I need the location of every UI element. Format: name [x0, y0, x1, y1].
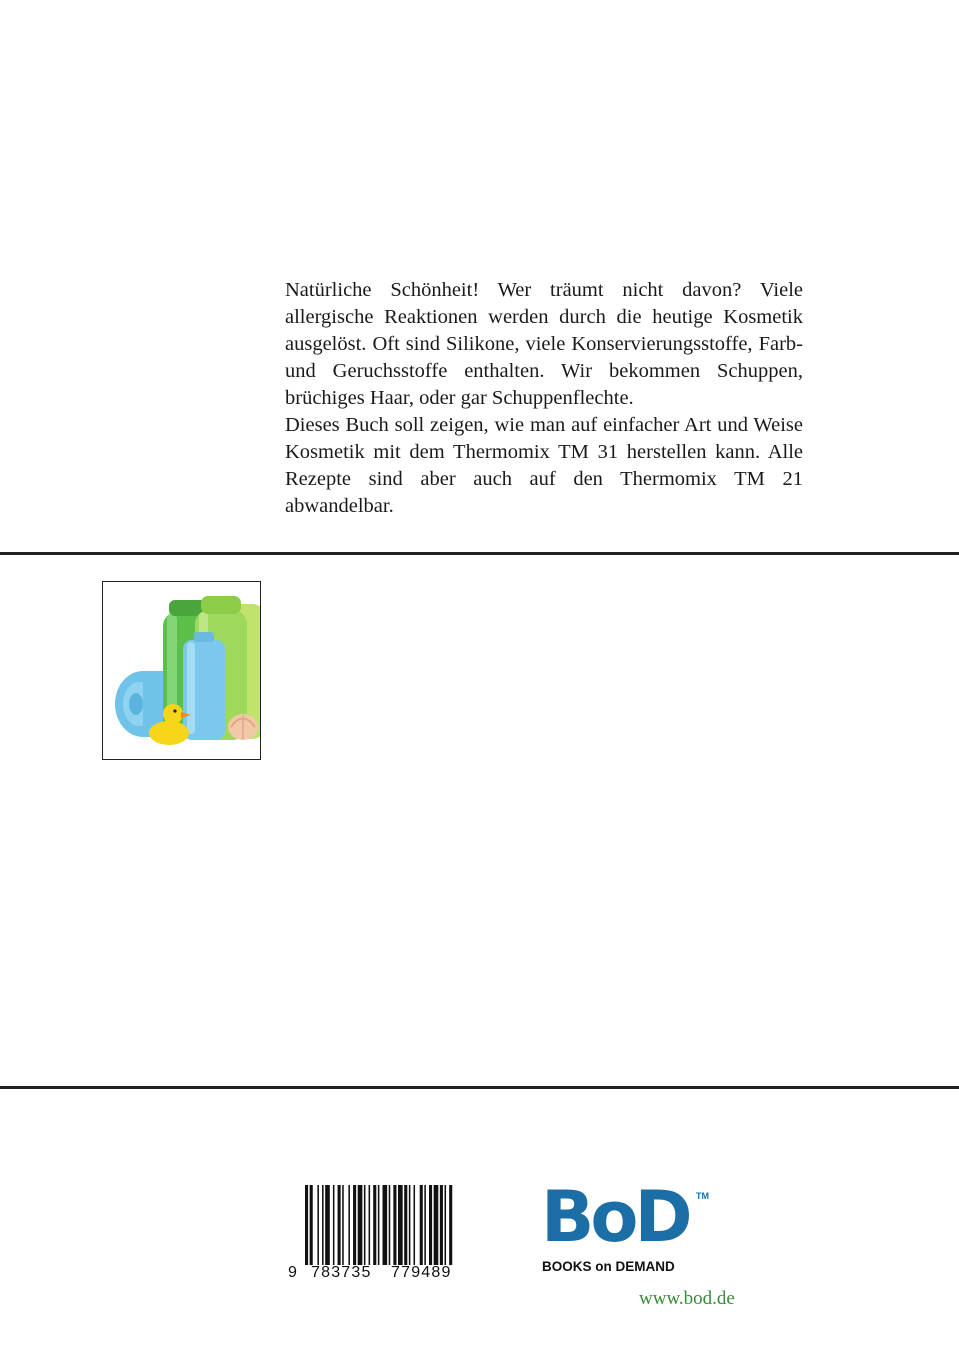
- cosmetics-photo: [102, 581, 261, 760]
- barcode-bar: [440, 1185, 443, 1265]
- barcode-bar: [378, 1185, 380, 1265]
- bod-logo-mark: BoD: [541, 1176, 689, 1258]
- barcode-bar: [449, 1185, 452, 1265]
- barcode-first-digit: 9: [288, 1264, 299, 1281]
- barcode-bars: [305, 1185, 490, 1265]
- barcode-bar: [317, 1185, 319, 1265]
- barcode-bar: [389, 1185, 391, 1265]
- barcode-bar: [383, 1185, 388, 1265]
- barcode-bar: [420, 1185, 423, 1265]
- barcode-bar: [348, 1185, 350, 1265]
- barcode-bar: [305, 1185, 308, 1265]
- trademark-symbol: TM: [696, 1191, 709, 1201]
- back-cover-blurb: [285, 277, 803, 520]
- barcode-bar: [373, 1185, 376, 1265]
- publisher-tagline: BOOKS on DEMAND: [542, 1259, 675, 1274]
- barcode-left-group: 783735: [311, 1264, 372, 1281]
- barcode-bar: [364, 1185, 366, 1265]
- barcode-bar: [429, 1185, 432, 1265]
- barcode-bar: [342, 1185, 344, 1265]
- divider-top: [0, 552, 959, 555]
- isbn-barcode: [285, 1185, 490, 1285]
- barcode-bar: [353, 1185, 356, 1265]
- barcode-bar: [338, 1185, 341, 1265]
- blurb-paragraph-2: Dieses Buch soll zeigen, wie man auf einfacher Art und Weise Kosmetik mit dem Thermomix TM 31 herstellen kann. Alle Rezepte sind aber auch auf den Thermomix TM 21 abwandelbar.: [285, 414, 803, 517]
- divider-bottom: [0, 1086, 959, 1089]
- publisher-url: www.bod.de: [639, 1288, 735, 1309]
- blurb-paragraph-1: Natürliche Schönheit! Wer träumt nicht davon? Viele allergische Reaktionen werden durch die heutige Kosmetik ausgelöst. Oft sind Silikone, viele Konservierungsstoffe, Farb- und Geruchsstoffe enthalten. Wir bekommen Schuppen, brüchiges Haar, oder gar Schuppenflechte.: [285, 279, 803, 409]
- publisher-logo: [541, 1176, 711, 1278]
- barcode-bar: [393, 1185, 396, 1265]
- barcode-right-group: 779489: [391, 1264, 452, 1281]
- barcode-bar: [398, 1185, 403, 1265]
- barcode-bar: [358, 1185, 363, 1265]
- cosmetics-illustration: [103, 582, 260, 759]
- barcode-bar: [404, 1185, 407, 1265]
- barcode-bar: [424, 1185, 426, 1265]
- barcode-bar: [333, 1185, 335, 1265]
- barcode-bar: [310, 1185, 313, 1265]
- barcode-bar: [445, 1185, 447, 1265]
- barcode-bar: [322, 1185, 324, 1265]
- barcode-bar: [434, 1185, 439, 1265]
- barcode-bar: [414, 1185, 416, 1265]
- barcode-bar: [325, 1185, 330, 1265]
- barcode-bar: [369, 1185, 371, 1265]
- barcode-bar: [409, 1185, 411, 1265]
